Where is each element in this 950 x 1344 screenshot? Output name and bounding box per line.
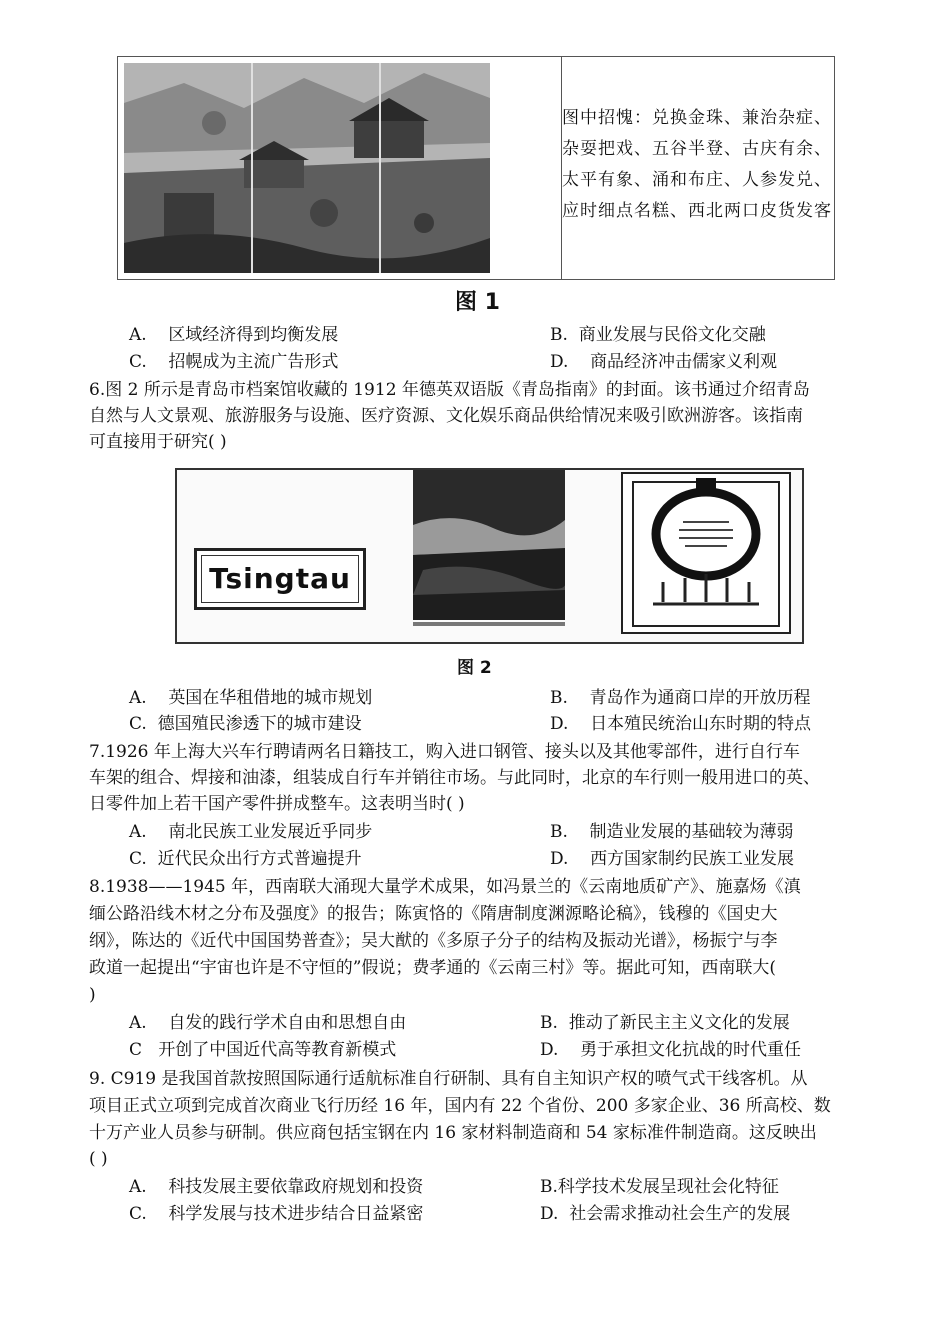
q8-stem-line-2: 缅公路沿线木材之分布及强度》的报告；陈寅恪的《隋唐制度渊源略论稿》，钱穆的《国史大 bbox=[89, 904, 778, 924]
q9-option-c[interactable]: C. 科学发展与技术进步结合日益紧密 bbox=[129, 1204, 424, 1224]
painting-image bbox=[124, 63, 490, 273]
q7-stem-line-3: 日零件加上若干国产零件拼成整车。这表明当时( ) bbox=[89, 794, 465, 814]
tsingtau-cover bbox=[194, 548, 366, 610]
figure-1-caption-cell bbox=[562, 57, 834, 279]
figure-1-label: 图 1 bbox=[455, 290, 500, 315]
emblem-illustration bbox=[623, 474, 789, 632]
q7-stem-line-1: 7.1926 年上海大兴车行聘请两名日籍技工，购入进口钢管、接头以及其他零部件，进行自行车 bbox=[89, 742, 800, 762]
q8-stem-line-4: 政道一起提出“宇宙也许是不守恒的”假说；费孝通的《云南三村》等。据此可知，西南联大( bbox=[89, 958, 777, 978]
q5-option-a[interactable]: A. 区域经济得到均衡发展 bbox=[129, 325, 339, 345]
q5-option-b[interactable]: B. 商业发展与民俗文化交融 bbox=[550, 325, 766, 345]
figure-2-label: 图 2 bbox=[457, 658, 492, 678]
q5-option-d[interactable]: D. 商品经济冲击儒家义利观 bbox=[550, 352, 778, 372]
q9-stem-line-4: ( ) bbox=[89, 1149, 108, 1169]
q7-option-c[interactable]: C. 近代民众出行方式普遍提升 bbox=[129, 849, 362, 869]
landscape-photo bbox=[413, 470, 565, 620]
q9-option-a[interactable]: A. 科技发展主要依靠政府规划和投资 bbox=[129, 1177, 424, 1197]
figure-2 bbox=[175, 468, 804, 644]
q9-stem-line-3: 十万产业人员参与研制。供应商包括宝钢在内 16 家材料制造商和 54 家标准件制造商。这反映出 bbox=[89, 1123, 817, 1143]
figure-1 bbox=[117, 56, 835, 280]
figure-1-caption: 图中招愧：兑换金珠、兼治杂症、杂耍把戏、五谷半登、古庆有余、太平有象、涌和布庄、人参发兑、应时细点名糕、西北两口皮货发客 bbox=[562, 108, 832, 221]
q6-option-b[interactable]: B. 青岛作为通商口岸的开放历程 bbox=[550, 688, 811, 708]
q7-stem-line-2: 车架的组合、焊接和油漆，组装成自行车并销往市场。与此同时，北京的车行则一般用进口的英、 bbox=[89, 768, 820, 788]
q9-stem-line-1: 9. C919 是我国首款按照国际通行适航标准自行研制、具有自主知识产权的喷气式干线客机。从 bbox=[89, 1069, 808, 1089]
figure-1-image-cell bbox=[118, 57, 562, 279]
q8-stem-line-1: 8.1938——1945 年，西南联大涌现大量学术成果，如冯景兰的《云南地质矿产》、施嘉炀《滇 bbox=[89, 877, 801, 897]
q6-option-a[interactable]: A. 英国在华租借地的城市规划 bbox=[129, 688, 373, 708]
q8-option-d[interactable]: D. 勇于承担文化抗战的时代重任 bbox=[540, 1040, 802, 1060]
q9-option-b[interactable]: B.科学技术发展呈现社会化特征 bbox=[540, 1177, 779, 1197]
q6-option-c[interactable]: C. 德国殖民渗透下的城市建设 bbox=[129, 714, 362, 734]
q8-option-c[interactable]: C 开创了中国近代高等教育新模式 bbox=[129, 1040, 397, 1060]
q6-option-d[interactable]: D. 日本殖民统治山东时期的特点 bbox=[550, 714, 812, 734]
q7-option-d[interactable]: D. 西方国家制约民族工业发展 bbox=[550, 849, 795, 869]
q8-stem-line-3: 纲》，陈达的《近代中国国势普查》；吴大猷的《多原子分子的结构及振动光谱》，杨振宁与李 bbox=[89, 931, 778, 951]
q8-option-a[interactable]: A. 自发的践行学术自由和思想自由 bbox=[129, 1013, 407, 1033]
tsingtau-title: Tsingtau bbox=[209, 562, 351, 595]
q6-stem-line-1: 6.图 2 所示是青岛市档案馆收藏的 1912 年德英双语版《青岛指南》的封面。该书通过介绍青岛 bbox=[89, 380, 810, 400]
q7-option-b[interactable]: B. 制造业发展的基础较为薄弱 bbox=[550, 822, 794, 842]
q6-stem-line-2: 自然与人文景观、旅游服务与设施、医疗资源、文化娱乐商品供给情况来吸引欧洲游客。该指南 bbox=[89, 406, 803, 426]
q7-option-a[interactable]: A. 南北民族工业发展近乎同步 bbox=[129, 822, 373, 842]
emblem-cover bbox=[621, 472, 791, 634]
q5-option-c[interactable]: C. 招幌成为主流广告形式 bbox=[129, 352, 339, 372]
painting-illustration bbox=[124, 63, 490, 273]
q9-stem-line-2: 项目正式立项到完成首次商业飞行历经 16 年，国内有 22 个省份、200 多家企业、36 所高校、数 bbox=[89, 1096, 831, 1116]
q9-option-d[interactable]: D. 社会需求推动社会生产的发展 bbox=[540, 1204, 791, 1224]
q8-option-b[interactable]: B. 推动了新民主主义文化的发展 bbox=[540, 1013, 790, 1033]
landscape-illustration bbox=[413, 470, 565, 620]
q8-stem-line-5: ) bbox=[89, 985, 96, 1005]
q6-stem-line-3: 可直接用于研究( ) bbox=[89, 432, 227, 452]
